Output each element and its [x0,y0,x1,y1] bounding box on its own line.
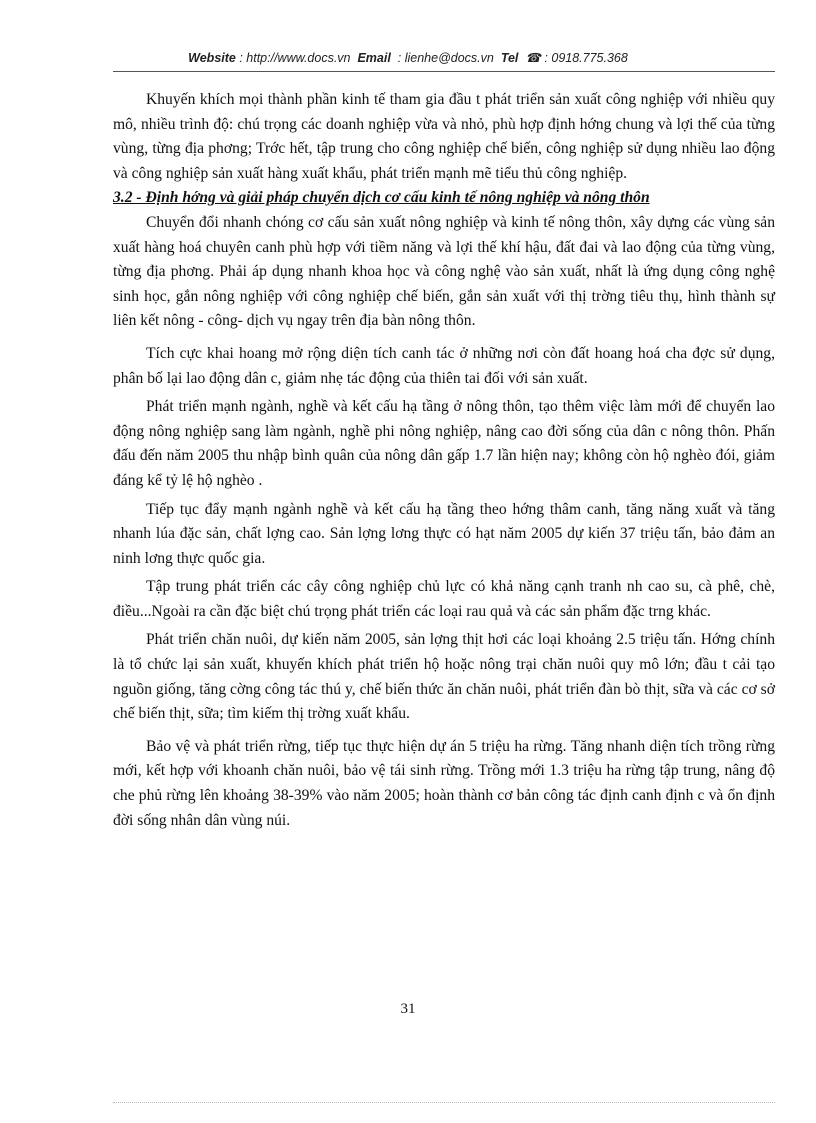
tel-label: Tel [500,51,519,65]
tel-value: ☎ : 0918.775.368 [525,51,628,65]
header-divider [113,71,775,72]
page-header [0,50,816,65]
body-paragraph: Tiếp tục đẩy mạnh ngành nghề và kết cấu hạ tầng theo hớng thâm canh, tăng năng xuất và tăng nhanh lúa đặc sản, chất lợng cao. Sản lợng lơng thực có hạt năm 2005 dự kiến 37 triệu tấn, bảo đảm an ninh lơng thực quốc gia. [113,500,775,567]
body-paragraph: Phát triển mạnh ngành, nghề và kết cấu hạ tầng ở nông thôn, tạo thêm việc làm mới để chuyển lao động nông nghiệp sang làm ngành, nghề phi nông nghiệp, nâng cao đời sống của dân c nông thôn. Phấn đấu đến năm 2005 thu nhập bình quân của nông dân gấp 1.7 lần hiện nay; không còn hộ nghèo đói, giảm đáng kể tỷ lệ hộ nghèo . [113,398,775,489]
body-paragraph: Tập trung phát triển các cây công nghiệp chủ lực có khả năng cạnh tranh nh cao su, cà phê, chè, điều...Ngoài ra cần đặc biệt chú trọng phát triển các loại rau quả và các sản phẩm đặc trng khác. [113,578,775,620]
website-label: Website [188,51,236,65]
website-link[interactable]: : http://www.docs.vn [239,51,351,65]
email-label: Email [357,51,391,65]
email-link[interactable]: : lienhe@docs.vn [397,51,494,65]
footer-divider [113,1102,775,1103]
section-heading: 3.2 - Định hớng và giải pháp chuyển dịch cơ cấu kinh tế nông nghiệp và nông thôn [113,189,650,207]
body-paragraph: Phát triển chăn nuôi, dự kiến năm 2005, sản lợng thịt hơi các loại khoảng 2.5 triệu tấn. Hớng chính là tổ chức lại sản xuất, khuyến khích phát triển hộ hoặc nông trại chăn nuôi quy mô lớn; đầu t cải tạo nguồn giống, tăng cờng công tác thú y, chế biến thức ăn chăn nuôi, phát triển đàn bò thịt, sữa và các cơ sở chế biến thịt, sữa; tìm kiếm thị trờng xuất khẩu. [113,631,775,723]
body-paragraph: Tích cực khai hoang mở rộng diện tích canh tác ở những nơi còn đất hoang hoá cha đợc sử dụng, phân bố lại lao động dân c, giảm nhẹ tác động của thiên tai đối với sản xuất. [113,344,775,387]
page-number: 31 [400,1001,416,1017]
body-paragraph: Bảo vệ và phát triển rừng, tiếp tục thực hiện dự án 5 triệu ha rừng. Tăng nhanh diện tích trồng rừng mới, kết hợp với khoanh chăn nuôi, bảo vệ tái sinh rừng. Trồng mới 1.3 triệu ha rừng tập trung, nâng độ che phủ rừng lên khoảng 38-39% vào năm 2005; hoàn thành cơ bản công tác định canh định c và ổn định đời sống nhân dân vùng núi. [113,737,775,829]
body-paragraph: Chuyển đổi nhanh chóng cơ cấu sản xuất nông nghiệp và kinh tế nông thôn, xây dựng các vùng sản xuất hàng hoá chuyên canh phù hợp với tiềm năng và lợi thế khí hậu, đất đai và lao động của từng vùng, từng địa phơng. Phải áp dụng nhanh khoa học và công nghệ vào sản xuất, nhất là ứng dụng công nghệ sinh học, gắn nông nghiệp với công nghiệp chế biến, gắn sản xuất với thị trờng tiêu thụ, hình thành sự liên kết nông - công- dịch vụ ngay trên địa bàn nông thôn. [113,213,775,330]
document-body [113,88,775,833]
intro-paragraph: Khuyến khích mọi thành phần kinh tế tham gia đầu t phát triển sản xuất công nghiệp với nhiều quy mô, nhiều trình độ: chú trọng các doanh nghiệp vừa và nhỏ, phù hợp định hớng chung và lợi thế của từng vùng, từng địa phơng; Trớc hết, tập trung cho công nghiệp chế biến, công nghiệp sử dụng nhiều lao động và công nghiệp sản xuất hàng xuất khẩu, phát triển mạnh mẽ tiểu thủ công nghiệp. [113,91,775,182]
